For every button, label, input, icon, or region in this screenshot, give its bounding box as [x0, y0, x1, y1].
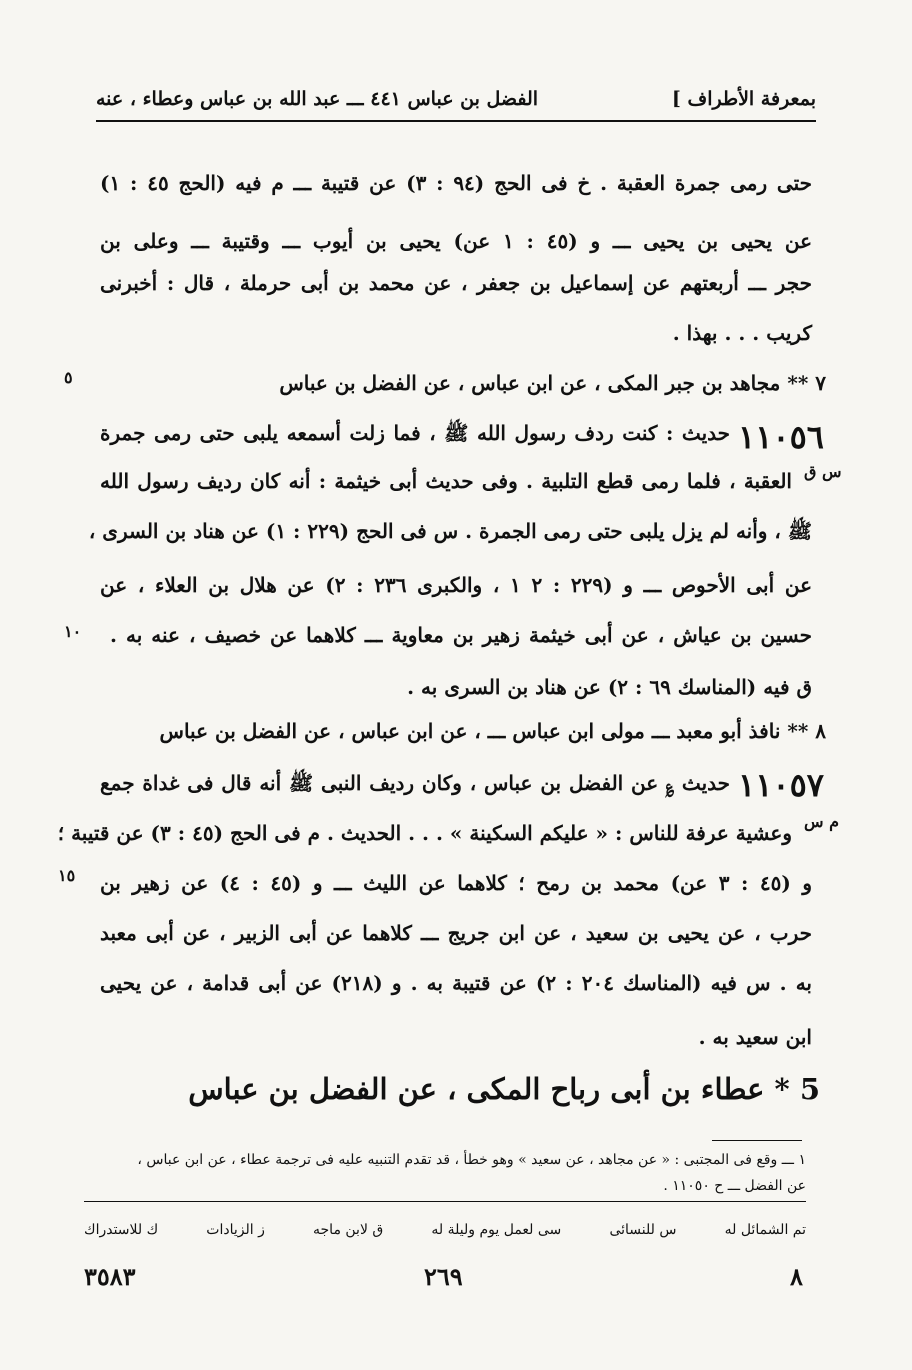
- hadith-number: ١١٠٥٦: [738, 418, 824, 456]
- volume-number: ٨: [790, 1262, 803, 1291]
- entry-heading: [100, 368, 826, 398]
- body-line: ﷺ ، وأنه لم يزل يلبى حتى رمى الجمرة . س فى الحج (٢٢٩ : ١) عن هناد بن السرى ،: [88, 519, 812, 543]
- sigla-legend: [84, 1222, 806, 1238]
- body-line: حرب ، عن يحيى بن سعيد ، عن ابن جريج ـــ كلاهما عن أبى الزبير ، عن أبى معبد: [100, 921, 812, 945]
- body-line: عن يحيى بن يحيى ـــ و (٤٥ : ١ عن) يحيى بن أيوب ـــ وقتيبة ـــ وعلى بن: [100, 229, 813, 253]
- legend-item: ك للاستدراك: [84, 1222, 159, 1238]
- page-number: ٢٦٩: [424, 1262, 463, 1291]
- footnote-rule: [712, 1140, 802, 1141]
- body-line: حسين بن عياش ، عن أبى خيثمة زهير بن معاوية ـــ كلاهما عن خصيف ، عنه به .: [110, 623, 812, 647]
- hadith-number: ١١٠٥٧: [738, 766, 824, 804]
- hadith-sigla: م س: [804, 812, 840, 831]
- footnote-line: عن الفضل ـــ ح ١١٠٥٠ .: [663, 1178, 806, 1194]
- body-line: كريب . . . بهذا .: [672, 321, 812, 345]
- body-line: حديث ؏ عن الفضل بن عباس ، وكان رديف النبى ﷺ أنه قال فى غداة جمع: [100, 771, 730, 795]
- body-line: العقبة ، فلما رمى قطع التلبية . وفى حديث أبى خيثمة : أنه كان رديف رسول الله: [100, 469, 792, 493]
- running-header: [96, 82, 816, 116]
- body-line: حتى رمى جمرة العقبة . خ فى الحج (٩٤ : ٣) عن قتيبة ـــ م فيه (الحج ٤٥ : ١): [100, 171, 812, 195]
- legend-item: س للنسائى: [609, 1222, 677, 1238]
- header-center: الفضل بن عباس ٤٤١ ـــ عبد الله بن عباس وعطاء ، عنه: [96, 88, 539, 110]
- body-line: حديث : كنت ردف رسول الله ﷺ ، فما زلت أسمعه يلبى حتى رمى جمرة: [100, 421, 730, 445]
- section-marker: *: [774, 1072, 790, 1106]
- footnote-line: ١ ـــ وقع فى المجتبى : « عن مجاهد ، عن سعيد » وهو خطأ ، قد تقدم التنبيه عليه فى ترجمة عطاء ، عن ابن عباس ،: [137, 1152, 806, 1168]
- hadith-sigla: س ق: [804, 462, 842, 481]
- entry-heading: [100, 716, 826, 746]
- entry-heading-text: نافذ أبو معبد ـــ مولى ابن عباس ـــ ، عن ابن عباس ، عن الفضل بن عباس: [159, 719, 781, 743]
- body-line: ق فيه (المناسك ٦٩ : ٢) عن هناد بن السرى به .: [407, 675, 812, 699]
- body-line: و (٤٥ : ٣ عن) محمد بن رمح ؛ كلاهما عن الليث ـــ و (٤٥ : ٤) عن زهير بن: [100, 871, 813, 895]
- legend-rule: [84, 1201, 806, 1202]
- body-line: عن أبى الأحوص ـــ و (٢٢٩ : ٢ ١ ، والكبرى ٢٣٦ : ٢) عن هلال بن العلاء ، عن: [100, 573, 813, 597]
- body-line: به . س فيه (المناسك ٢٠٤ : ٢) عن قتيبة به . و (٢١٨) عن أبى قدامة ، عن يحيى: [100, 971, 812, 995]
- section-heading: [188, 1072, 820, 1106]
- header-rule: [96, 120, 816, 122]
- margin-line-number: ١٥: [58, 866, 76, 885]
- body-line: ابن سعيد به .: [698, 1025, 812, 1049]
- legend-item: ز الزيادات: [206, 1222, 265, 1238]
- legend-item: سى لعمل يوم وليلة له: [431, 1222, 562, 1238]
- entry-marker: ٧ **: [787, 371, 826, 395]
- body-line: حجر ـــ أربعتهم عن إسماعيل بن جعفر ، عن محمد بن أبى حرملة ، قال : أخبرنى: [100, 271, 812, 295]
- body-line: وعشية عرفة للناس : « عليكم السكينة » . . . الحديث . م فى الحج (٤٥ : ٣) عن قتيبة ؛: [57, 821, 792, 845]
- entry-marker: ٨ **: [787, 719, 826, 743]
- entry-heading-text: مجاهد بن جبر المكى ، عن ابن عباس ، عن الفضل بن عباس: [279, 371, 781, 395]
- section-title-text: عطاء بن أبى رباح المكى ، عن الفضل بن عباس: [188, 1072, 765, 1106]
- margin-line-number: ١٠: [64, 622, 82, 641]
- section-number: 5: [799, 1072, 820, 1106]
- page-code: ٣٥٨٣: [84, 1262, 136, 1291]
- header-right: بمعرفة الأطراف ]: [671, 88, 816, 110]
- legend-item: تم الشمائل له: [724, 1222, 806, 1238]
- margin-line-number: ٥: [64, 368, 73, 387]
- legend-item: ق لابن ماجه: [313, 1222, 384, 1238]
